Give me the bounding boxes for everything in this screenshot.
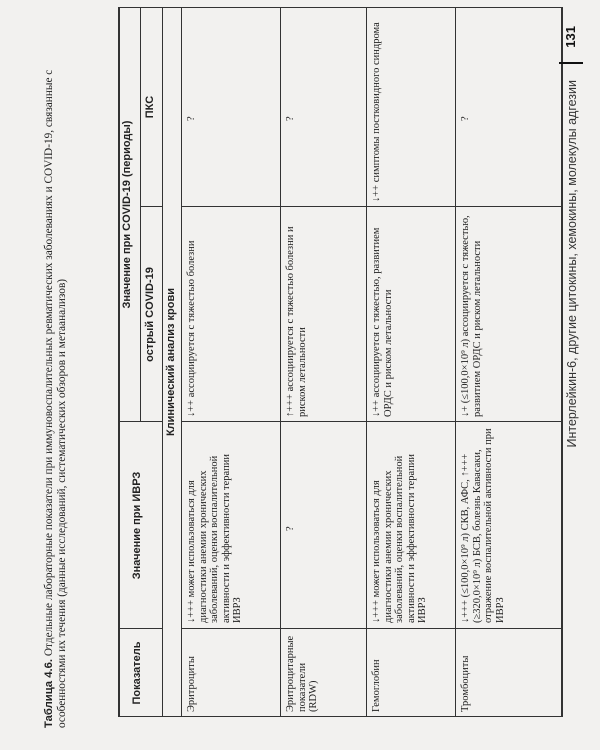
row-2-indicator: Эритроцитарные показатели (RDW) [285, 635, 320, 712]
rule-right [118, 7, 563, 8]
row-1-indicator: Эритроциты [186, 656, 197, 712]
header-ivrz: Значение при ИВРЗ [131, 471, 143, 580]
row-3-ivrz: ↓+++ может использоваться для диагностики анемии хронических заболеваний, оценки воспалительной активности и эффективности терапии ИВРЗ [371, 454, 429, 623]
caption-text: Отдельные лабораторные показатели при иммуновоспалительных ревматических заболеваниях и COVID-19, связанные с особенностями их течения (данные исследований, систематических обзоров и метаанализов) [43, 69, 68, 728]
row-4-acute: ↓+ (≤100,0×10⁹ л) ассоциируется с тяжестью, развитием ОРДС и риском летальности [460, 215, 483, 417]
row-4-indicator: Тромбоциты [460, 655, 471, 712]
caption-label: Таблица 4.6. [43, 658, 55, 728]
row-3-acute: ↓++ ассоциируется с тяжестью, развитием ОРДС и риском летальности [371, 227, 394, 417]
row-2-ivrz: ? [285, 526, 296, 531]
rule-row-1 [280, 7, 281, 717]
rule-col-3 [181, 206, 563, 207]
table-caption [43, 48, 68, 728]
rule-top [118, 7, 120, 717]
header-indicator: Показатель [131, 641, 143, 705]
rule-row-2 [366, 7, 367, 717]
row-1-pks: ? [186, 116, 197, 121]
rule-section [181, 7, 182, 717]
rule-subheader [140, 7, 141, 422]
footer-separator [559, 62, 583, 64]
row-2-pks: ? [285, 116, 296, 121]
page-number: 131 [563, 26, 578, 48]
row-3-pks: ↓++ симптомы постковидного синдрома [371, 22, 382, 202]
rule-col-1 [181, 628, 563, 629]
row-3-indicator: Гемоглобин [371, 659, 382, 712]
rule-row-3 [455, 7, 456, 717]
row-4-pks: ? [460, 116, 471, 121]
rule-col-2 [181, 421, 563, 422]
lab-table [118, 7, 563, 717]
rule-left [118, 716, 563, 717]
header-pks: ПКС [144, 95, 156, 119]
rule-header-bottom [162, 7, 163, 717]
row-1-ivrz: ↓+++ может использоваться для диагностики анемии хронических заболеваний, оценки воспалительной активности и эффективности терапии ИВРЗ [186, 454, 244, 623]
row-4-ivrz: ↓+++ (≤100,0×10⁹ л) СКВ, АФС, ↑+++ (≥320,0×10⁹ л) БСВ, болезнь Кавасаки, отражение воспалительной активности при ИВРЗ [460, 428, 506, 623]
running-title: Интерлейкин-6, другие цитокины, хемокины, молекулы адгезии [565, 80, 579, 448]
row-1-acute: ↓++ ассоциируется с тяжестью болезни [186, 240, 197, 417]
row-2-acute: ↑+++ ассоциируется с тяжестью болезни и риском летальности [285, 226, 308, 417]
section-title: Клинический анализ крови [165, 287, 177, 437]
header-acute-covid: острый COVID-19 [144, 267, 156, 362]
rule-bottom [561, 7, 563, 717]
header-covid-periods: Значение при COVID-19 (периоды) [121, 120, 133, 309]
